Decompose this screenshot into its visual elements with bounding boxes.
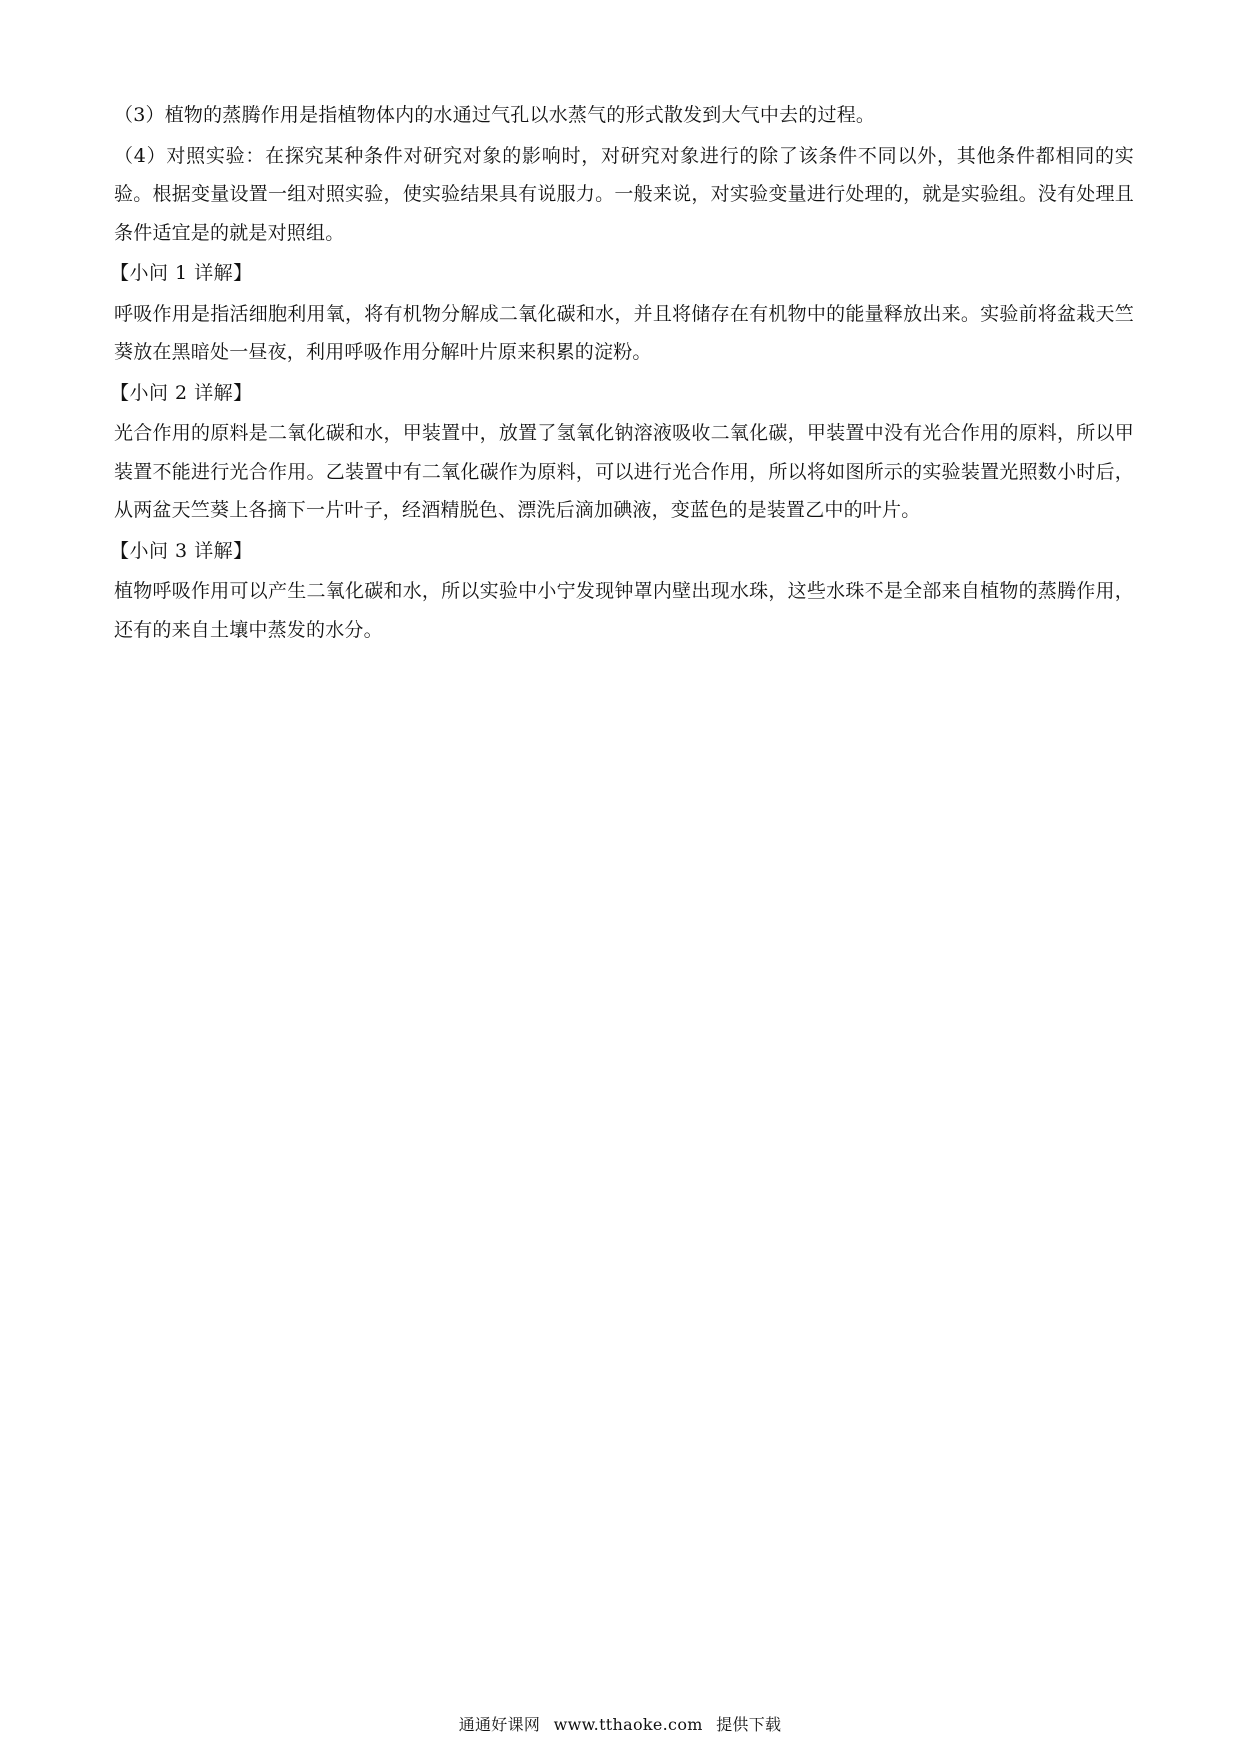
footer-site-name: 通通好课网 — [458, 1715, 541, 1734]
document-body — [110, 96, 1134, 651]
question-2-heading: 【小问 2 详解】 — [110, 381, 253, 404]
question-1-answer: 呼吸作用是指活细胞利用氧，将有机物分解成二氧化碳和水，并且将储存在有机物中的能量释放出来。实验前将盆栽天竺葵放在黑暗处一昼夜，利用呼吸作用分解叶片原来积累的淀粉。 — [114, 302, 1134, 363]
question-3-heading: 【小问 3 详解】 — [110, 539, 253, 562]
page-footer — [0, 1712, 1240, 1735]
footer-url[interactable]: www.tthaoke.com — [553, 1715, 703, 1734]
note-3-paragraph: （3）植物的蒸腾作用是指植物体内的水通过气孔以水蒸气的形式散发到大气中去的过程。 — [114, 104, 876, 126]
note-4-paragraph: （4）对照实验：在探究某种条件对研究对象的影响时，对研究对象进行的除了该条件不同以外，其他条件都相同的实验。根据变量设置一组对照实验，使实验结果具有说服力。一般来说，对实验变量进行处理的，就是实验组。没有处理且条件适宜是的就是对照组。 — [114, 144, 1134, 244]
question-3-answer: 植物呼吸作用可以产生二氧化碳和水，所以实验中小宁发现钟罩内壁出现水珠，这些水珠不是全部来自植物的蒸腾作用，还有的来自土壤中蒸发的水分。 — [114, 580, 1134, 641]
question-2-answer: 光合作用的原料是二氧化碳和水，甲装置中，放置了氢氧化钠溶液吸收二氧化碳，甲装置中没有光合作用的原料，所以甲装置不能进行光合作用。乙装置中有二氧化碳作为原料，可以进行光合作用，所以将如图所示的实验装置光照数小时后，从两盆天竺葵上各摘下一片叶子，经酒精脱色、漂洗后滴加碘液，变蓝色的是装置乙中的叶片。 — [114, 422, 1134, 521]
footer-suffix: 提供下载 — [716, 1715, 782, 1734]
question-1-heading: 【小问 1 详解】 — [110, 262, 253, 284]
